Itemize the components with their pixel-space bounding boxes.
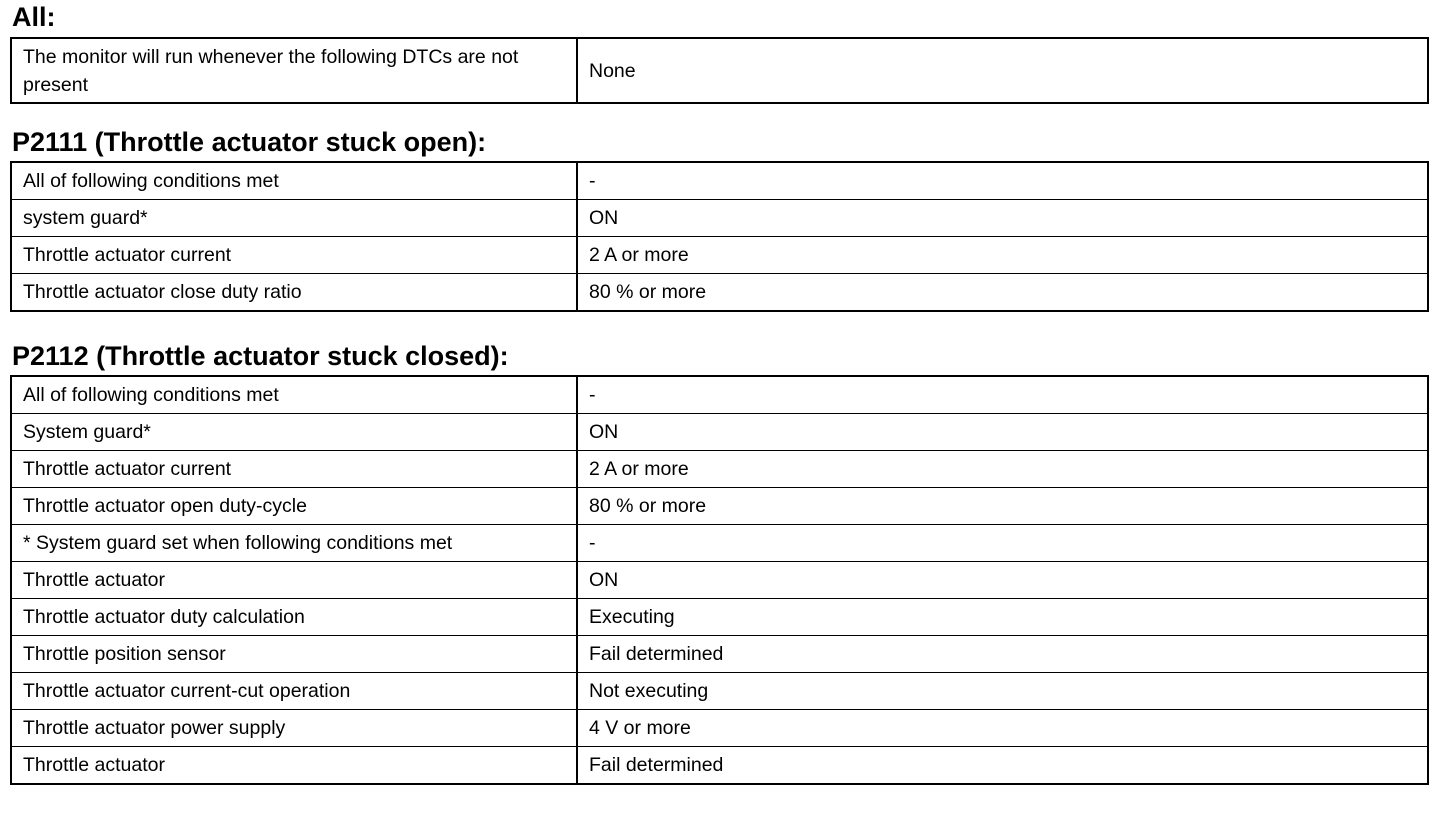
dtc-monitor-table [10,37,1429,104]
value-cell: ON [577,562,1428,599]
table-row [11,747,1428,785]
table-row [11,673,1428,710]
value-cell: 2 A or more [577,451,1428,488]
p2111-conditions-table [10,161,1429,312]
condition-cell: system guard* [11,200,577,237]
value-cell: None [577,38,1428,103]
value-cell: - [577,162,1428,200]
condition-cell: All of following conditions met [11,376,577,414]
table-row [11,274,1428,312]
condition-cell: Throttle actuator current [11,451,577,488]
table-row [11,525,1428,562]
condition-cell: Throttle position sensor [11,636,577,673]
value-cell: Fail determined [577,636,1428,673]
table-row [11,710,1428,747]
condition-cell: Throttle actuator close duty ratio [11,274,577,312]
value-cell: 80 % or more [577,274,1428,312]
table-row [11,562,1428,599]
section-heading-p2112: P2112 (Throttle actuator stuck closed): [12,341,509,371]
condition-cell: Throttle actuator duty calculation [11,599,577,636]
condition-cell: Throttle actuator [11,562,577,599]
condition-cell: All of following conditions met [11,162,577,200]
condition-cell: Throttle actuator open duty-cycle [11,488,577,525]
value-cell: Not executing [577,673,1428,710]
condition-cell: System guard* [11,414,577,451]
table-row [11,38,1428,103]
value-cell: 4 V or more [577,710,1428,747]
section-heading-p2111: P2111 (Throttle actuator stuck open): [12,127,487,157]
table-row [11,376,1428,414]
table-row [11,200,1428,237]
table-row [11,162,1428,200]
condition-cell: Throttle actuator [11,747,577,785]
section-heading-all: All: [12,2,56,32]
condition-cell: * System guard set when following conditions met [11,525,577,562]
value-cell: ON [577,414,1428,451]
table-row [11,451,1428,488]
table-row [11,599,1428,636]
condition-cell: Throttle actuator current-cut operation [11,673,577,710]
value-cell: 2 A or more [577,237,1428,274]
condition-cell: Throttle actuator power supply [11,710,577,747]
table-row [11,414,1428,451]
value-cell: Executing [577,599,1428,636]
condition-cell: The monitor will run whenever the following DTCs are not present [11,38,577,103]
value-cell: - [577,376,1428,414]
value-cell: - [577,525,1428,562]
p2112-conditions-table [10,375,1429,785]
value-cell: 80 % or more [577,488,1428,525]
table-row [11,237,1428,274]
value-cell: Fail determined [577,747,1428,785]
value-cell: ON [577,200,1428,237]
condition-cell: Throttle actuator current [11,237,577,274]
table-row [11,488,1428,525]
table-row [11,636,1428,673]
